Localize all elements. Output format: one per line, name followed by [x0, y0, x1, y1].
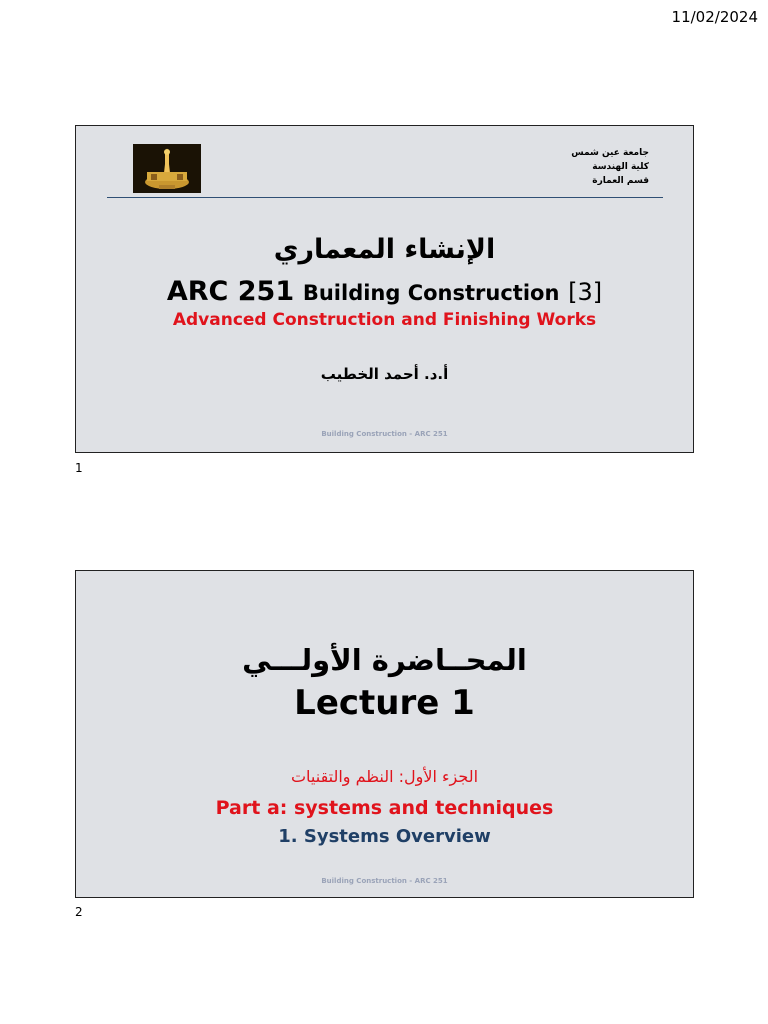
- author-name: أ.د. أحمد الخطيب: [320, 365, 449, 383]
- course-title-arabic: الإنشاء المعماري: [273, 234, 496, 265]
- university-name: جامعة عين شمس: [571, 148, 649, 158]
- course-part: [3]: [568, 278, 603, 306]
- header-divider: [107, 197, 663, 198]
- course-code: ARC 251: [166, 276, 295, 307]
- course-subtitle: Advanced Construction and Finishing Works: [172, 310, 597, 330]
- slide-1: [75, 125, 694, 453]
- course-title: [76, 276, 693, 307]
- lecture-title-arabic: المحــاضرة الأولـــي: [242, 643, 527, 677]
- part-title: Part a: systems and techniques: [215, 797, 554, 819]
- slide-footer: Building Construction - ARC 251: [321, 877, 448, 885]
- faculty-name: كلية الهندسة: [592, 162, 649, 172]
- slide-2: [75, 570, 694, 898]
- course-name: Building Construction: [302, 281, 560, 305]
- part-title-arabic: الجزء الأول: النظم والتقنيات: [290, 767, 479, 786]
- slide-footer: Building Construction - ARC 251: [321, 430, 448, 438]
- section-title: 1. Systems Overview: [278, 826, 491, 847]
- document-date: 11/02/2024: [671, 8, 758, 26]
- department-name: قسم العمارة: [592, 176, 649, 186]
- university-name-block: [571, 146, 649, 188]
- lecture-title: Lecture 1: [294, 683, 475, 723]
- page-number: 2: [75, 905, 83, 919]
- university-logo-icon: [133, 144, 201, 193]
- page-number: 1: [75, 461, 83, 475]
